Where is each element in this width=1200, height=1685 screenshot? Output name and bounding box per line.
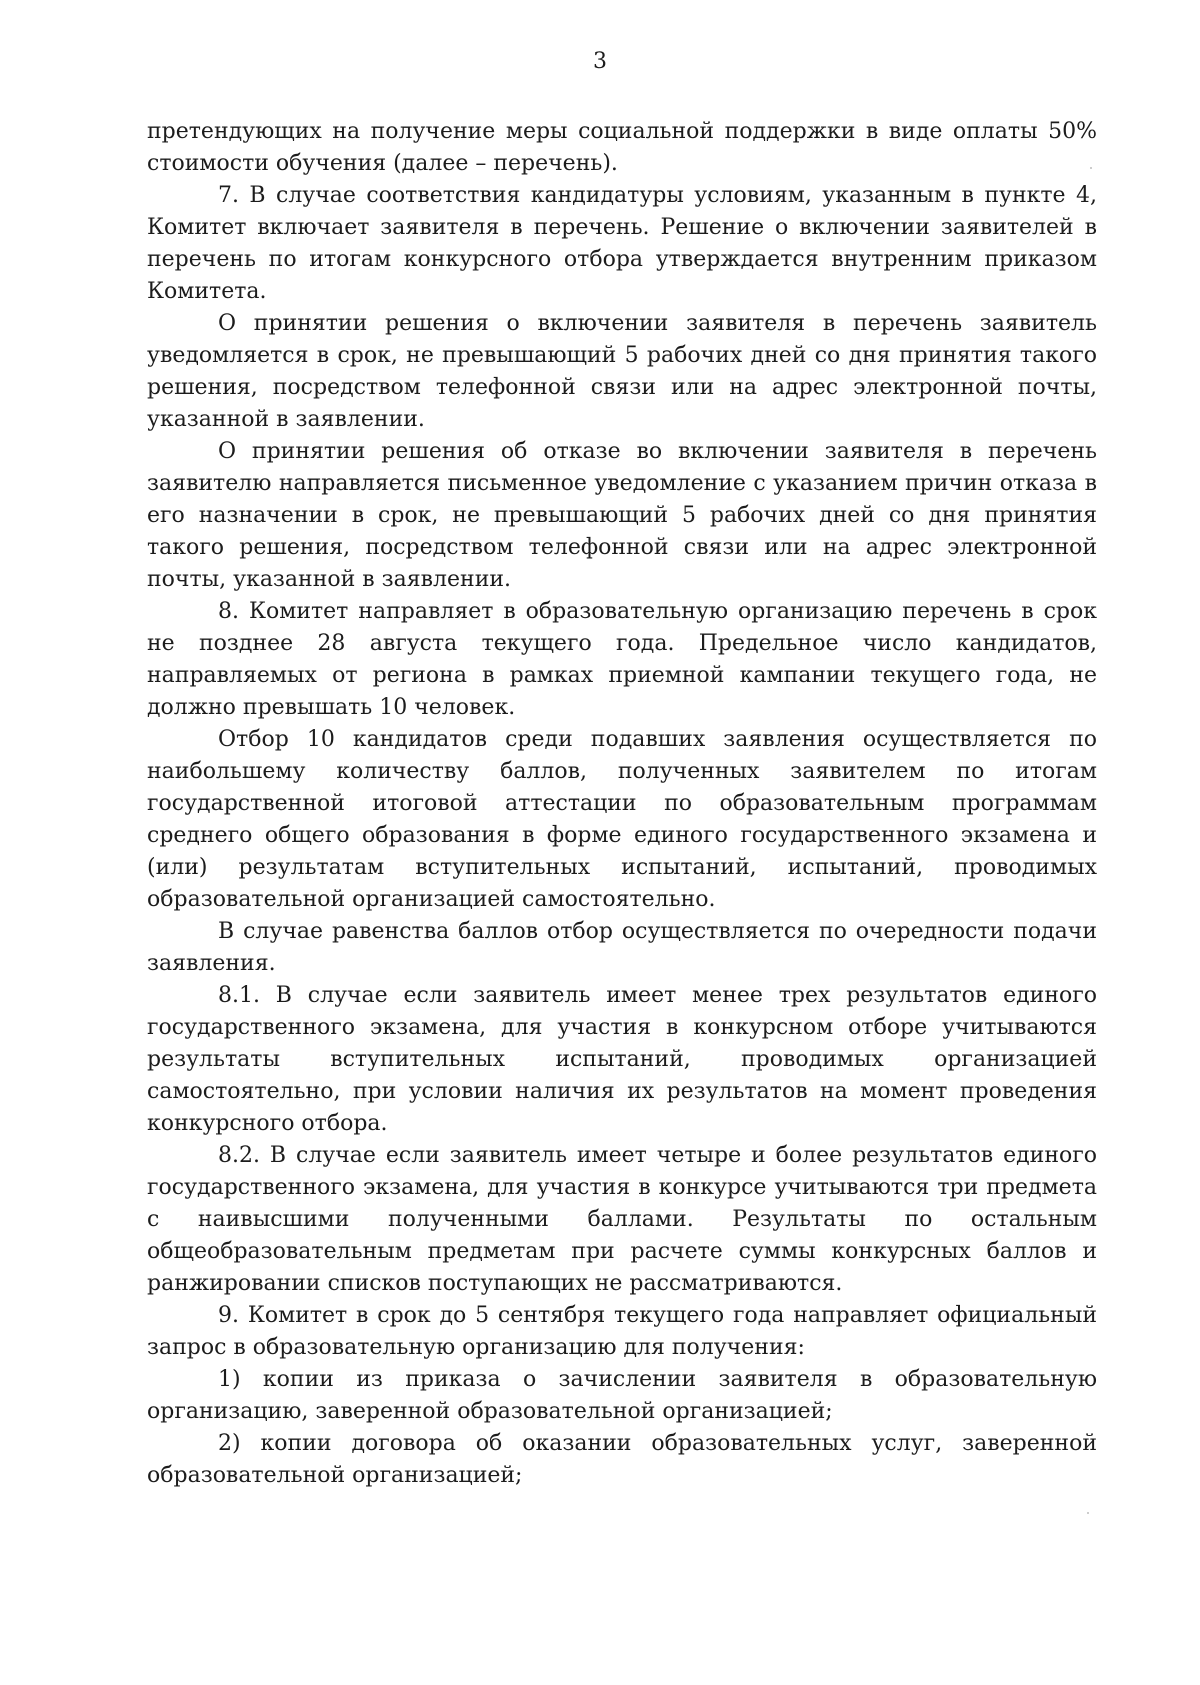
paragraph-equal-scores: В случае равенства баллов отбор осуществляется по очередности подачи заявления. xyxy=(147,919,1097,976)
paragraph-item-8: 8. Комитет направляет в образовательную организацию перечень в срок не позднее 28 августа текущего года. Предельное число кандидатов, направляемых от региона в рамках приемной кампании текущего года, не должно превышать 10 человек. xyxy=(147,599,1097,720)
paragraph-refusal-notice: О принятии решения об отказе во включении заявителя в перечень заявителю направляется письменное уведомление с указанием причин отказа в его назначении в срок, не превышающий 5 рабочих дней со дня принятия такого решения, посредством телефонной связи или на адрес электронной почты, указанной в заявлении. xyxy=(147,439,1097,592)
paragraph-inclusion-notice: О принятии решения о включении заявителя в перечень заявитель уведомляется в срок, не превышающий 5 рабочих дней со дня принятия такого решения, посредством телефонной связи или на адрес электронной почты, указанной в заявлении. xyxy=(147,311,1097,432)
scan-speck xyxy=(1090,167,1092,169)
paragraph-item-9: 9. Комитет в срок до 5 сентября текущего года направляет официальный запрос в образовательную организацию для получения: xyxy=(147,1303,1097,1360)
paragraph-item-8-2: 8.2. В случае если заявитель имеет четыре и более результатов единого государственного экзамена, для участия в конкурсе учитываются три предмета с наивысшими полученными баллами. Результаты по остальным общеобразовательным предметам при расчете суммы конкурсных баллов и ранжировании списков поступающих не рассматриваются. xyxy=(147,1143,1097,1296)
paragraph-item-7: 7. В случае соответствия кандидатуры условиям, указанным в пункте 4, Комитет включает заявителя в перечень. Решение о включении заявителей в перечень по итогам конкурсного отбора утверждается внутренним приказом Комитета. xyxy=(147,183,1097,304)
page-number: 3 xyxy=(593,49,607,74)
paragraph-selection-rules: Отбор 10 кандидатов среди подавших заявления осуществляется по наибольшему количеству баллов, полученных заявителем по итогам государственной итоговой аттестации по образовательным программам среднего общего образования в форме единого государственного экзамена и (или) результатам вступительных испытаний, испытаний, проводимых образовательной организацией самостоятельно. xyxy=(147,727,1097,912)
scan-speck xyxy=(1087,1512,1089,1514)
document-body xyxy=(147,116,1097,1492)
paragraph-continuation: претендующих на получение меры социальной поддержки в виде оплаты 50% стоимости обучения (далее – перечень). xyxy=(147,119,1097,176)
list-item-2: 2) копии договора об оказании образовательных услуг, заверенной образовательной организацией; xyxy=(147,1431,1097,1488)
list-item-1: 1) копии из приказа о зачислении заявителя в образовательную организацию, заверенной образовательной организацией; xyxy=(147,1367,1097,1424)
paragraph-item-8-1: 8.1. В случае если заявитель имеет менее трех результатов единого государственного экзамена, для участия в конкурсном отборе учитываются результаты вступительных испытаний, проводимых организацией самостоятельно, при условии наличия их результатов на момент проведения конкурсного отбора. xyxy=(147,983,1097,1136)
